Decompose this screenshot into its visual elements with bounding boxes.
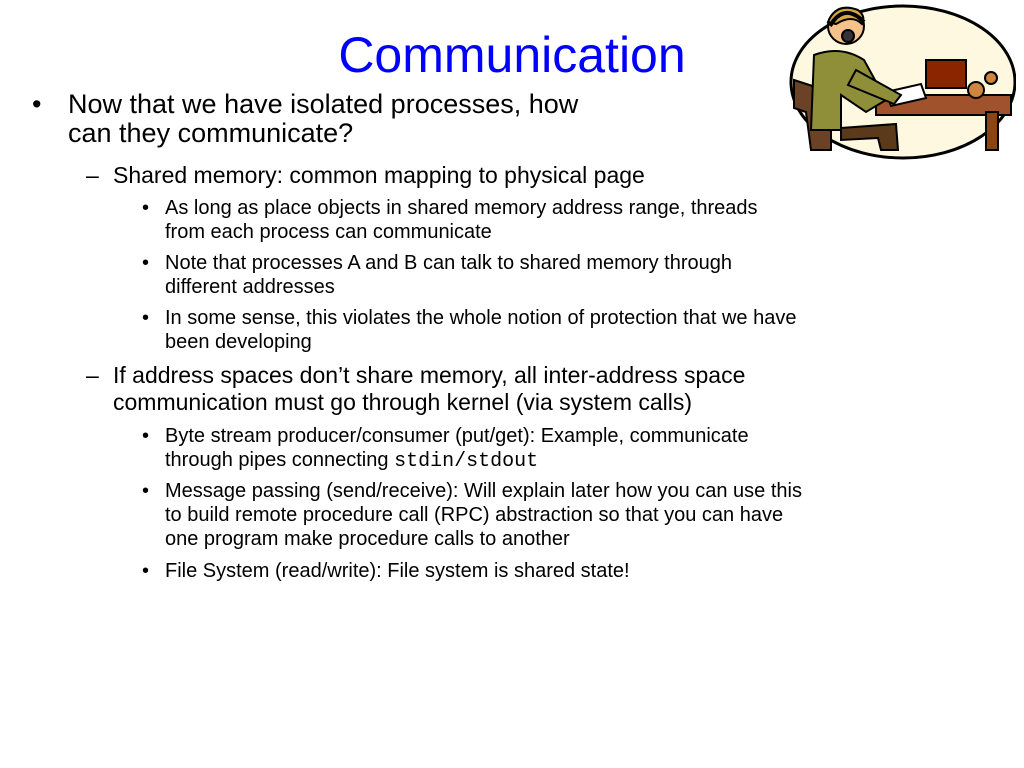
sub-bullet-text: been developing: [165, 331, 312, 353]
sub-bullet-text: from each process can communicate: [165, 221, 492, 243]
sub-bullet-text: In some sense, this violates the whole notion of protection that we have: [165, 307, 797, 329]
sub-bullet-text-part: through pipes connecting: [165, 449, 389, 471]
dash-marker: –: [86, 362, 99, 388]
slide-title: Communication: [338, 27, 686, 83]
telegraph-operator-clipart: [786, 0, 1016, 160]
sub-bullet-text: File System (read/write): File system is shared state!: [165, 560, 630, 582]
kernel-ipc-heading: communication must go through kernel (via system calls): [113, 389, 693, 415]
sub-bullet-marker: •: [142, 307, 150, 329]
sub-bullet-text: As long as place objects in shared memory address range, threads: [165, 197, 758, 219]
sub-bullet-marker: •: [142, 480, 150, 502]
dash-marker: –: [86, 162, 99, 188]
stdin-stdout-code: stdin/stdout: [394, 450, 539, 473]
sub-bullet-text: one program make procedure calls to another: [165, 528, 570, 550]
sub-bullet-marker: •: [142, 425, 150, 447]
sub-bullet-marker: •: [142, 252, 150, 274]
sub-bullet-text: Note that processes A and B can talk to shared memory through: [165, 252, 732, 274]
sub-bullet-marker: •: [142, 197, 150, 219]
shared-memory-heading: Shared memory: common mapping to physical page: [113, 162, 645, 188]
clipart-desk-leg: [986, 112, 998, 150]
clipart-telegraph-knob-2: [985, 72, 997, 84]
kernel-ipc-heading: If address spaces don’t share memory, all inter-address space: [113, 362, 746, 388]
clipart-telegraph-box: [926, 60, 966, 88]
clipart-headphone-ear: [842, 30, 854, 42]
bullet-text-line: can they communicate?: [68, 118, 354, 148]
sub-bullet-text: [165, 448, 538, 474]
clipart-telegraph-knob: [968, 82, 984, 98]
bullet-text-line: Now that we have isolated processes, how: [68, 89, 579, 119]
sub-bullet-text: different addresses: [165, 276, 335, 298]
bullet-marker: •: [32, 89, 42, 119]
sub-bullet-text: to build remote procedure call (RPC) abstraction so that you can have: [165, 504, 784, 526]
sub-bullet-text: Byte stream producer/consumer (put/get): Example, communicate: [165, 425, 749, 447]
sub-bullet-text: Message passing (send/receive): Will explain later how you can use this: [165, 480, 802, 502]
sub-bullet-marker: •: [142, 560, 150, 582]
